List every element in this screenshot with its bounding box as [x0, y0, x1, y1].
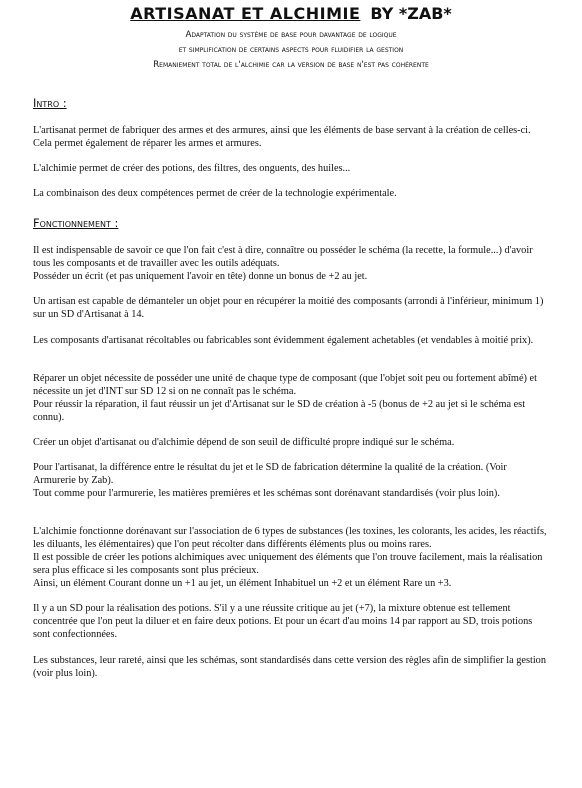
- intro-paragraph-2: L'alchimie permet de créer des potions, des filtres, des onguents, des huiles...: [33, 163, 351, 174]
- fonctionnement-paragraph-10: L'alchimie fonctionne dorénavant sur l'association de 6 types de substances (les toxines, les colorants, les acides, les réactifs, les diluants, les élémentaires) que l'on peut récolter dans différents éléments plus ou moins rares.: [33, 526, 547, 550]
- document-author: BY *ZAB*: [370, 4, 452, 23]
- fonctionnement-heading: Fonctionnement :: [33, 216, 119, 230]
- fonctionnement-paragraph-12: Ainsi, un élément Courant donne un +1 au jet, un élément Inhabituel un +2 et un élément Rare un +3.: [33, 578, 452, 589]
- fonctionnement-paragraph-14: Les substances, leur rareté, ainsi que les schémas, sont standardisés dans cette version des règles afin de simplifier la gestion (voir plus loin).: [33, 655, 546, 679]
- intro-paragraph-1: L'artisanat permet de fabriquer des armes et des armures, ainsi que les éléments de base servant à la création de celles-ci. Cela permet également de réparer les armes et armures.: [33, 125, 531, 149]
- fonctionnement-paragraph-2: Posséder un écrit (et pas uniquement l'avoir en tête) donne un bonus de +2 au jet.: [33, 271, 368, 282]
- subtitle-line-3: Remaniement total de l'alchimie car la version de base n'est pas cohérente: [153, 60, 429, 70]
- intro-paragraph-3: La combinaison des deux compétences permet de créer de la technologie expérimentale.: [33, 188, 397, 199]
- fonctionnement-paragraph-11: Il est possible de créer les potions alchimiques avec uniquement des éléments que l'on trouve facilement, mais la réalisation sera plus efficace si les composants sont plus précieux.: [33, 552, 543, 576]
- fonctionnement-paragraph-4: Les composants d'artisanat récoltables ou fabricables sont évidemment également achetables (et vendables à moitié prix).: [33, 335, 534, 346]
- fonctionnement-paragraph-7: Créer un objet d'artisanat ou d'alchimie dépend de son seuil de difficulté propre indiqué sur le schéma.: [33, 437, 455, 448]
- fonctionnement-paragraph-3: Un artisan est capable de démanteler un objet pour en récupérer la moitié des composants (arrondi à l'inférieur, minimum 1) sur un SD d'Artisanat à 14.: [33, 296, 544, 320]
- fonctionnement-paragraph-5: Réparer un objet nécessite de posséder une unité de chaque type de composant (que l'objet soit peu ou fortement abîmé) et nécessite un jet d'INT sur SD 12 si on ne connaît pas le schéma.: [33, 373, 537, 397]
- intro-heading: Intro :: [33, 96, 67, 110]
- fonctionnement-paragraph-1: Il est indispensable de savoir ce que l'on fait c'est à dire, connaître ou posséder le schéma (la recette, la formule...) d'avoir tous les composants et de travailler avec les outils adéquats.: [33, 245, 533, 269]
- fonctionnement-paragraph-9: Tout comme pour l'armurerie, les matières premières et les schémas sont dorénavant standardisés (voir plus loin).: [33, 488, 500, 499]
- document-title: ARTISANAT ET ALCHIMIE: [130, 4, 361, 23]
- fonctionnement-paragraph-8: Pour l'artisanat, la différence entre le résultat du jet et le SD de fabrication détermine la qualité de la création. (Voir Armurerie by Zab).: [33, 462, 507, 486]
- subtitle-line-1: Adaptation du système de base pour davantage de logique: [185, 30, 397, 40]
- fonctionnement-paragraph-6: Pour réussir la réparation, il faut réussir un jet d'Artisanat sur le SD de création à -5 (bonus de +2 au jet si le schéma est connu).: [33, 399, 526, 423]
- title-row: [0, 4, 582, 25]
- subtitle-line-2: et simplification de certains aspects pour fluidifier la gestion: [178, 45, 404, 55]
- fonctionnement-paragraph-13: Il y a un SD pour la réalisation des potions. S'il y a une réussite critique au jet (+7), la mixture obtenue est tellement concentrée que l'on peut la diluer et en faire deux potions. Et pour un écart d'au moins 14 par rapport au SD, trois potions sont confectionnées.: [33, 603, 533, 640]
